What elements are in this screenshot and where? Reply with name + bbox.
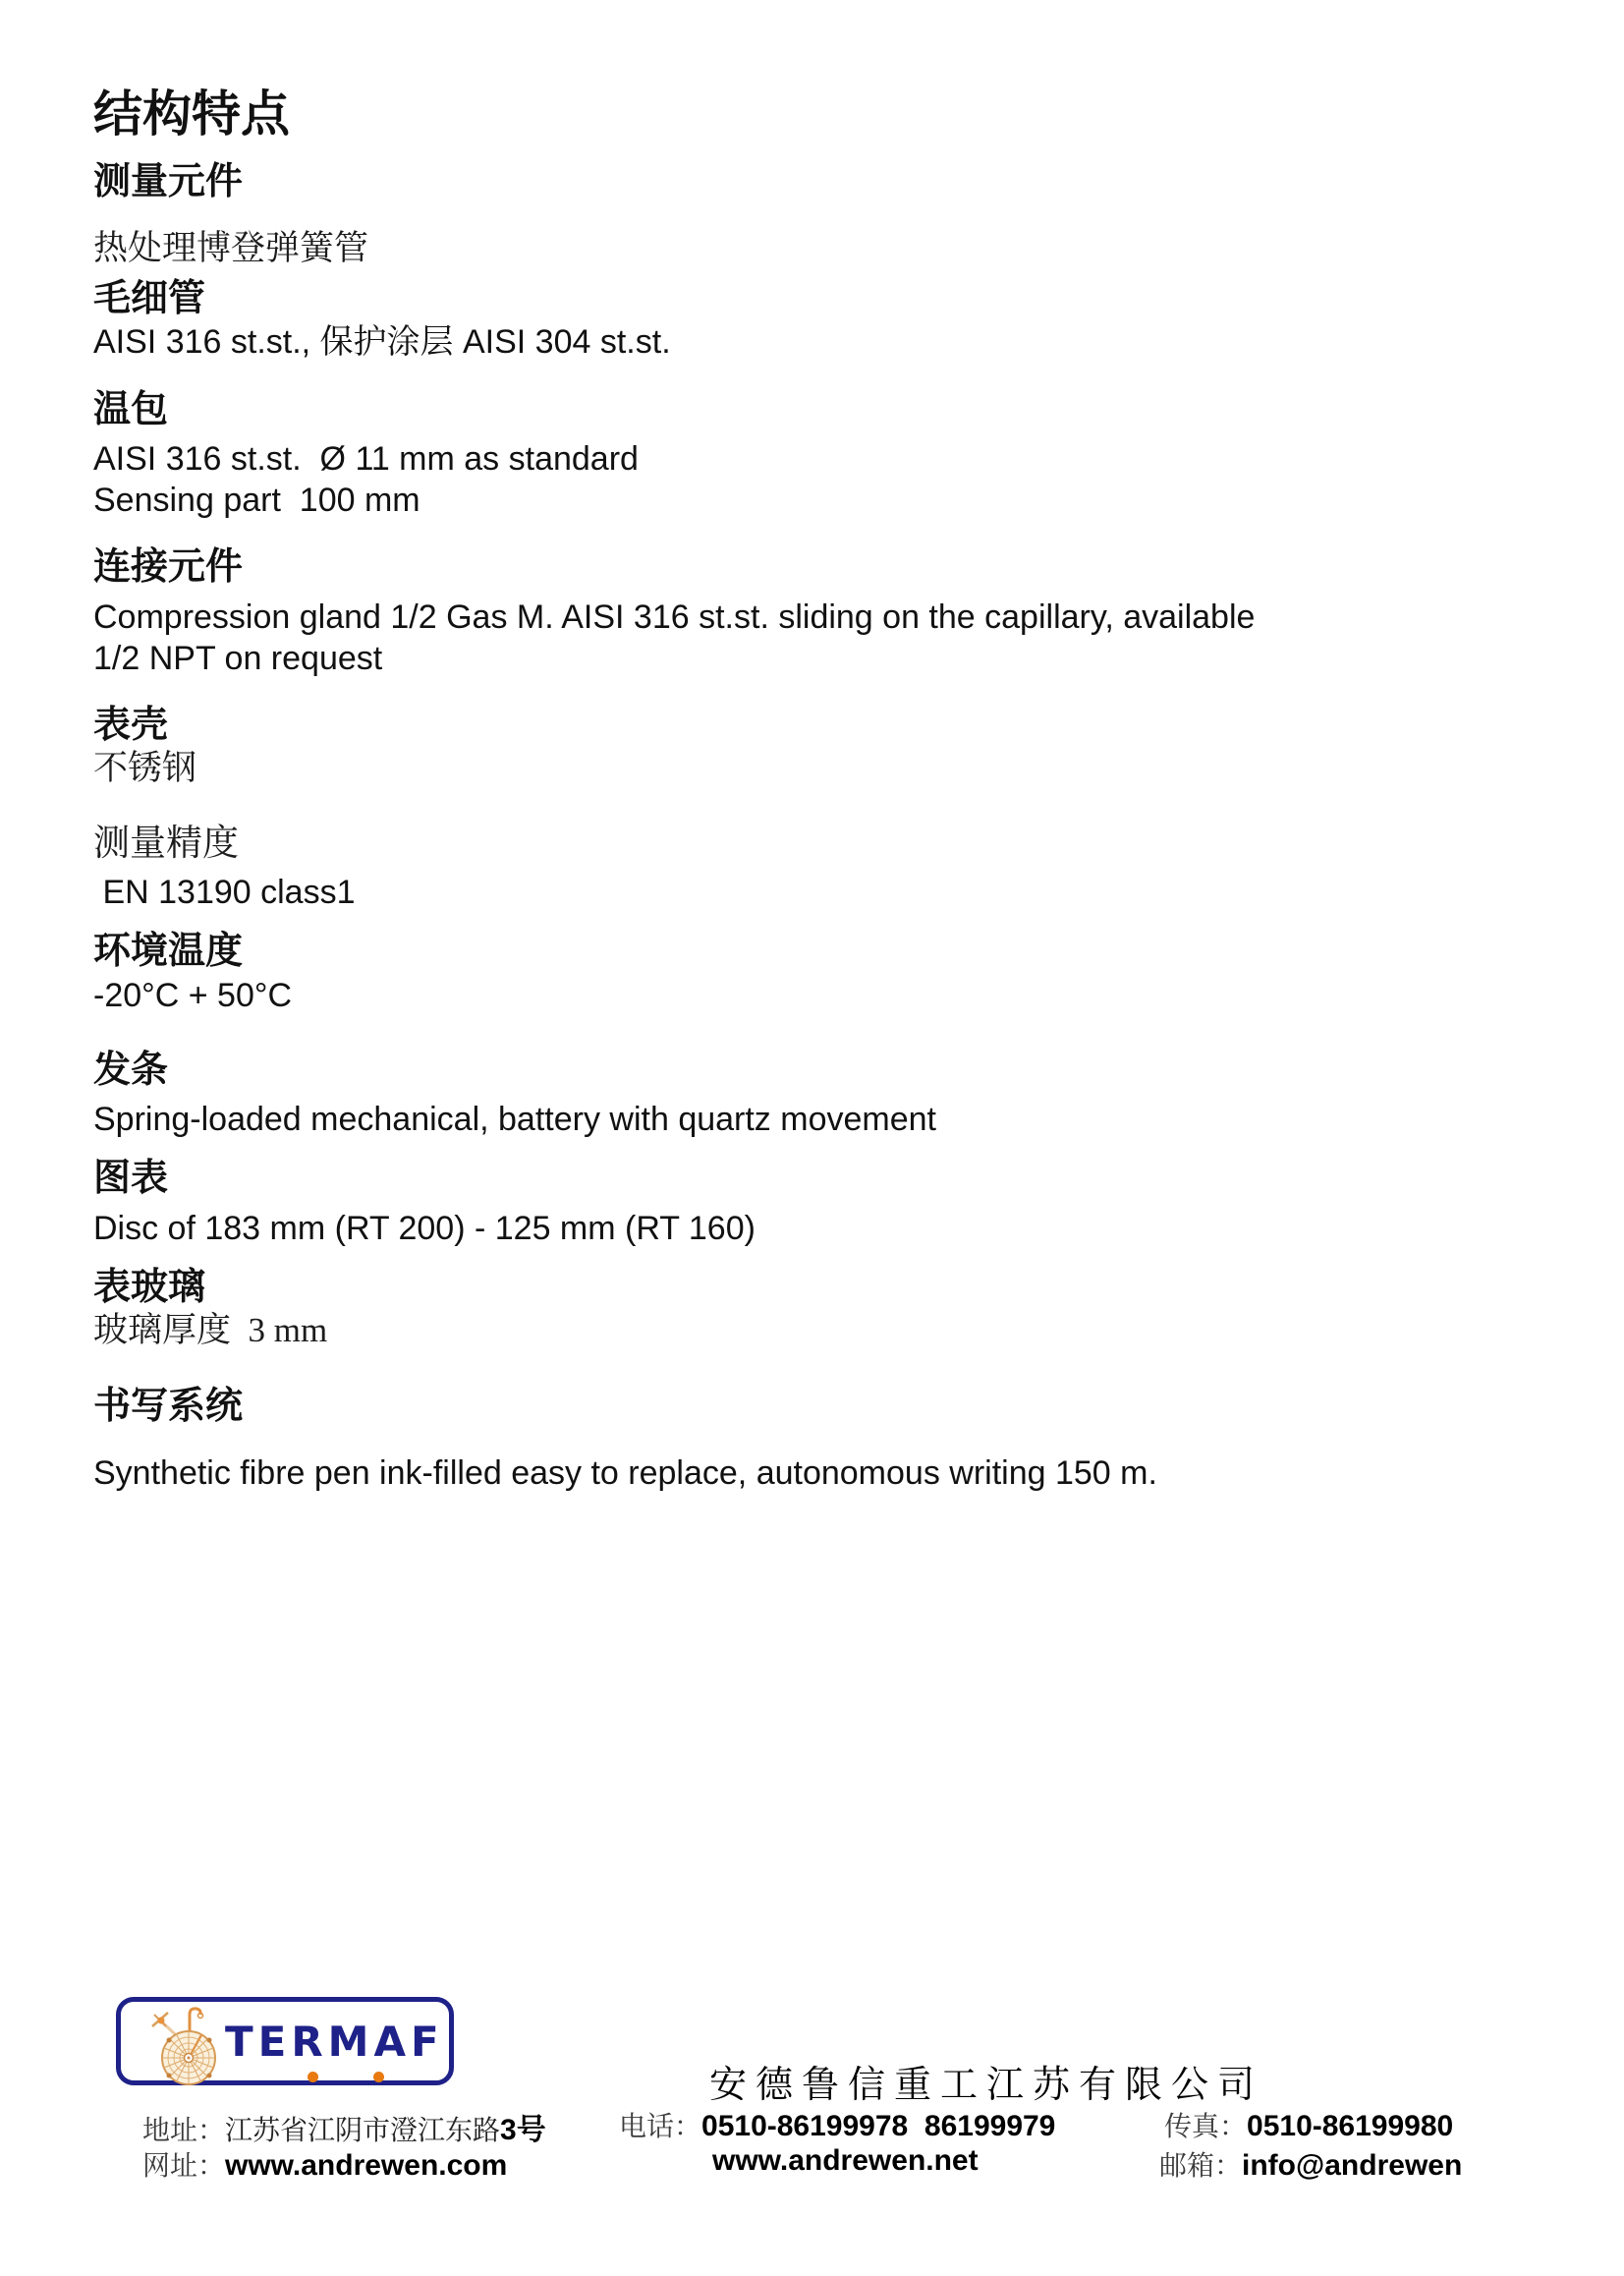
spec-line: EN 13190 class1: [93, 874, 356, 912]
spec-line: 玻璃厚度 3 mm: [93, 1311, 328, 1350]
footer-contact-row-2: [0, 2144, 1624, 2184]
chart-recorder-icon: [144, 2003, 235, 2085]
spec-line: 不锈钢: [93, 749, 197, 788]
section-heading: 发条: [93, 1049, 169, 1091]
footer-value: info@andrewen: [1242, 2149, 1463, 2182]
section-heading: 表玻璃: [93, 1266, 206, 1308]
footer-segment: [142, 2144, 507, 2184]
spec-text-column: [93, 85, 1488, 1494]
footer-value: www.andrewen.net: [712, 2144, 979, 2177]
section-heading: 测量精度: [93, 823, 239, 864]
spec-line: Compression gland 1/2 Gas M. AISI 316 st.st. sliding on the capillary, available: [93, 597, 1256, 636]
termaf-wordmark: TERMAF: [225, 2018, 444, 2066]
footer-segment: [619, 2105, 1055, 2144]
footer-label: 邮箱：: [1159, 2151, 1243, 2182]
footer-segment: [1159, 2144, 1462, 2184]
section-heading: 环境温度: [93, 931, 244, 973]
company-name: 安德鲁信重工江苏有限公司: [709, 2065, 1264, 2106]
footer-label: 电话：: [619, 2112, 702, 2142]
section-heading: 表壳: [93, 704, 169, 746]
section-heading: 图表: [93, 1158, 169, 1200]
footer-value: 3号: [500, 2114, 546, 2146]
footer-segment: [142, 2105, 546, 2148]
spec-line: Disc of 183 mm (RT 200) - 125 mm (RT 160): [93, 1209, 756, 1247]
page-title: 结构特点: [93, 86, 290, 142]
footer-segment: [712, 2144, 979, 2178]
section-heading: 书写系统: [93, 1385, 244, 1427]
footer-value: 0510-86199978 86199979: [701, 2110, 1056, 2142]
footer-segment: [1164, 2105, 1453, 2144]
section-heading: 毛细管: [93, 278, 206, 320]
footer-label: 地址：: [142, 2116, 226, 2146]
footer-value: www.andrewen.com: [225, 2149, 508, 2182]
logo-dot-icon: [308, 2072, 318, 2082]
spec-line: 热处理博登弹簧管: [93, 229, 369, 268]
footer-label: 网址：: [142, 2151, 226, 2182]
section-heading: 温包: [93, 388, 169, 430]
footer-value: 0510-86199980: [1247, 2110, 1454, 2142]
footer-contact-row-1: [0, 2105, 1624, 2144]
footer-value: 江苏省江阴市澄江东路: [225, 2116, 501, 2146]
section-heading: 测量元件: [93, 161, 244, 202]
spec-line: AISI 316 st.st. Ø 11 mm as standard: [93, 439, 639, 478]
spec-line: Synthetic fibre pen ink-filled easy to replace, autonomous writing 150 m.: [93, 1454, 1157, 1493]
logo-dot-icon: [373, 2072, 384, 2082]
termaf-logo: [116, 1997, 454, 2085]
section-heading: 连接元件: [93, 546, 244, 589]
spec-line: AISI 316 st.st., 保护涂层 AISI 304 st.st.: [93, 323, 671, 362]
spec-line: -20°C + 50°C: [93, 976, 293, 1014]
footer-label: 传真：: [1164, 2112, 1248, 2142]
spec-line: 1/2 NPT on request: [93, 639, 383, 677]
spec-line: Sensing part 100 mm: [93, 482, 420, 520]
spec-line: Spring-loaded mechanical, battery with quartz movement: [93, 1101, 936, 1139]
